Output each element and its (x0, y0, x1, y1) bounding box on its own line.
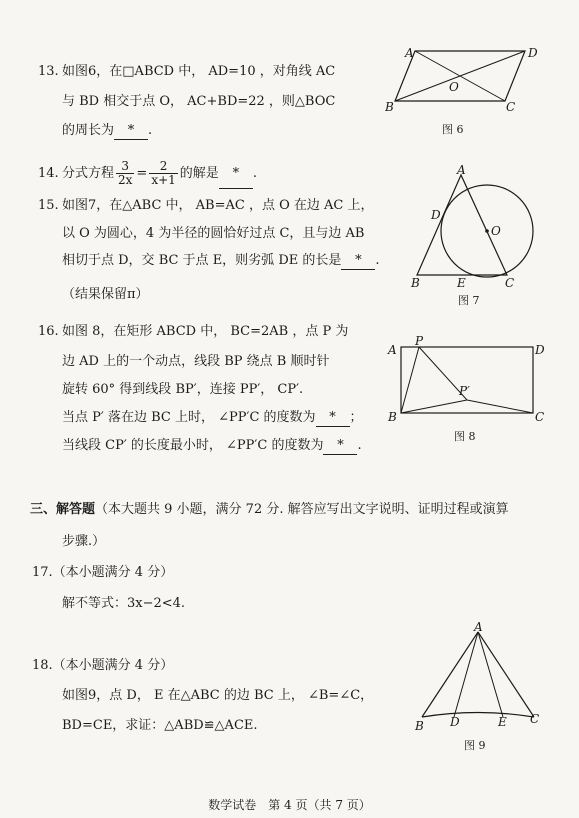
q14-text-post: 的解是 (179, 166, 219, 181)
fig8-caption: 图 8 (454, 430, 476, 443)
q14-line (38, 160, 257, 189)
q14-frac1-numerator: 3 (116, 160, 134, 174)
q16-text5: 当线段 CP′ 的长度最小时， ∠PP′C 的度数为 (62, 438, 324, 453)
q16-semicolon: ； (349, 410, 363, 425)
q16-answer-blank-2: * (323, 438, 357, 455)
section3-description-2: 步骤.） (62, 534, 106, 549)
section3-description: （本大题共 9 小题，满分 72 分. 解答应写出文字说明、证明过程或演算 (95, 502, 509, 517)
fig9-label-c: C (530, 712, 540, 726)
q18-line1: 如图9，点 D， E 在△ABC 的边 BC 上， ∠B=∠C， (62, 688, 374, 703)
fig7-center-dot (485, 229, 489, 233)
fig8-label-c: C (535, 410, 545, 424)
q13-line3 (62, 123, 152, 140)
fig6-diagonal-bd (395, 51, 525, 101)
figure-6-parallelogram (385, 45, 545, 117)
q13-answer-blank: * (114, 123, 148, 140)
q13-text3: 的周长为 (62, 123, 115, 138)
q17-header: 17.（本小题满分 4 分） (32, 565, 174, 580)
q18-line2: BD=CE，求证：△ABD≌△ACE. (62, 718, 258, 733)
figure-9-triangle (410, 622, 545, 734)
q14-fraction-2 (149, 160, 177, 187)
q13-line1 (38, 64, 335, 80)
fig8-segment-cp-prime (467, 400, 533, 413)
q15-period: . (375, 253, 380, 268)
fig9-side-ab (422, 632, 478, 717)
q14-answer-blank: * (219, 160, 253, 189)
fig6-label-b: B (385, 100, 394, 114)
fig6-label-c: C (506, 100, 516, 114)
q15-number: 15. (38, 198, 59, 213)
q14-period: . (252, 166, 257, 181)
fig9-caption: 图 9 (464, 739, 486, 752)
q17-body: 解不等式：3x−2<4. (62, 596, 186, 611)
fig9-label-e: E (498, 715, 507, 729)
q14-equals: = (136, 166, 148, 181)
q14-frac1-denominator: 2x (118, 173, 133, 187)
fig9-label-a: A (474, 622, 483, 634)
fig7-label-a: A (457, 165, 466, 177)
q16-text1: 如图 8，在矩形 ABCD 中， BC=2AB ，点 P 为 (62, 324, 349, 339)
q16-text4: 当点 P′ 落在边 BC 上时， ∠PP′C 的度数为 (62, 410, 316, 425)
fig7-caption: 图 7 (458, 294, 480, 307)
fig8-segment-bp-prime (401, 400, 467, 413)
q15-line2: 以 O 为圆心，4 为半径的圆恰好过点 C，且与边 AB (62, 226, 365, 241)
q16-answer-blank-1: * (316, 410, 350, 427)
q15-line1 (38, 198, 374, 214)
fig8-label-b: B (388, 410, 397, 424)
q15-text3: 相切于点 D，交 BC 于点 E，则劣弧 DE 的长是 (62, 253, 342, 268)
fig7-label-b: B (411, 276, 420, 290)
q14-number: 14. (38, 166, 59, 181)
fig8-rectangle (401, 347, 533, 413)
fig9-segment-ae (478, 632, 503, 717)
q14-frac2-denominator: x+1 (151, 173, 176, 187)
q13-line2: 与 BD 相交于点 O， AC+BD=22 ，则△BOC (62, 94, 336, 109)
fig8-label-p-prime: P′ (459, 384, 470, 398)
fig7-label-c: C (505, 276, 515, 290)
q16-line2: 边 AD 上的一个动点，线段 BP 绕点 B 顺时针 (62, 354, 330, 369)
fig7-label-d: D (431, 208, 441, 222)
fig6-label-a: A (405, 46, 414, 60)
page-footer: 数学试卷 第 4 页（共 7 页） (208, 798, 371, 812)
q16-period: . (357, 438, 362, 453)
q15-answer-blank: * (341, 253, 375, 270)
fig9-side-ac (478, 632, 534, 717)
fig9-segment-ad (454, 632, 478, 717)
q13-number: 13. (38, 64, 59, 79)
fig6-label-o: O (449, 80, 459, 94)
fig6-caption: 图 6 (442, 123, 464, 136)
fig7-label-e: E (457, 276, 466, 290)
q16-line4 (62, 410, 363, 427)
fig9-label-b: B (415, 719, 424, 733)
q18-header: 18.（本小题满分 4 分） (32, 658, 174, 673)
q14-fraction-1 (116, 160, 134, 187)
fig9-side-bc (422, 713, 534, 718)
fig7-label-o: O (491, 224, 501, 238)
section3-header (30, 502, 509, 518)
q15-line3 (62, 253, 380, 270)
figure-8-rectangle (385, 335, 555, 427)
q13-period: . (148, 123, 153, 138)
figure-7-triangle-circle (405, 165, 545, 290)
fig8-label-a: A (388, 343, 397, 357)
q15-line4: （结果保留π） (62, 287, 149, 302)
section3-title: 三、解答题 (30, 502, 96, 517)
fig8-label-d: D (535, 343, 545, 357)
q13-text1: 如图6，在□ABCD 中， AD=10 ，对角线 AC (62, 64, 336, 79)
q16-line3: 旋转 60° 得到线段 BP′，连接 PP′， CP′. (62, 382, 304, 397)
q16-number: 16. (38, 324, 59, 339)
fig6-label-d: D (528, 46, 538, 60)
q16-line1 (38, 324, 348, 340)
q14-frac2-numerator: 2 (149, 160, 177, 174)
q16-line5 (62, 438, 362, 455)
fig8-label-p: P (415, 335, 424, 348)
fig8-segment-bp (401, 347, 419, 413)
q14-text-pre: 分式方程 (62, 166, 115, 181)
q15-text1: 如图7，在△ABC 中， AB=AC ，点 O 在边 AC 上， (62, 198, 374, 213)
fig9-label-d: D (450, 715, 460, 729)
